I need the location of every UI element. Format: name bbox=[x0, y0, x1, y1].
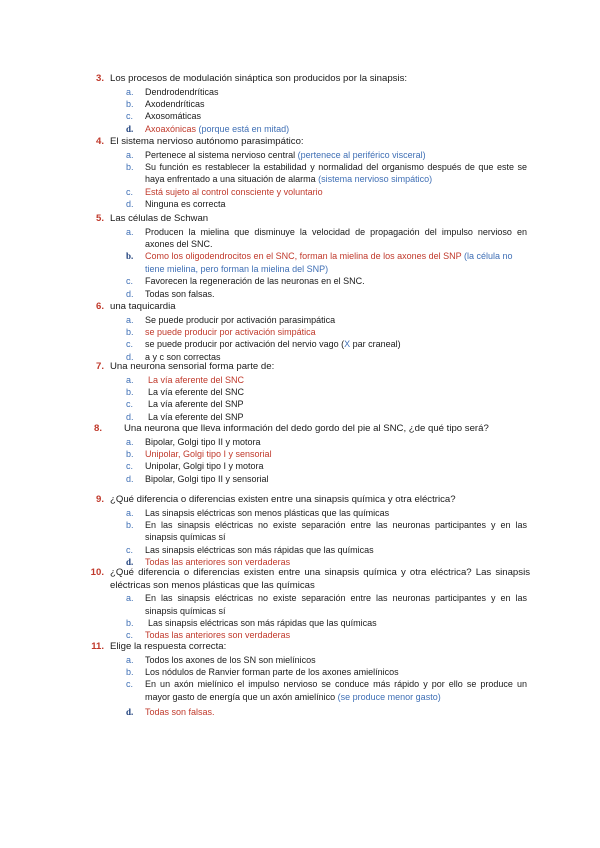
question-10 bbox=[0, 567, 600, 642]
option-a bbox=[0, 436, 600, 448]
option-a bbox=[0, 507, 600, 519]
option-text: Axosomáticas bbox=[145, 111, 202, 122]
option-text: La vía eferente del SNC bbox=[148, 387, 245, 397]
option-b bbox=[0, 386, 600, 398]
option-text: Dendrodendríticas bbox=[145, 86, 219, 97]
option-letter: d. bbox=[126, 411, 134, 422]
option-letter: d. bbox=[126, 473, 134, 484]
option-letter: a. bbox=[126, 436, 134, 447]
option-b bbox=[0, 666, 600, 678]
option-letter: c. bbox=[126, 276, 134, 287]
question-text: Las células de Schwan bbox=[110, 213, 209, 224]
option-text: Unipolar, Golgi tipo I y motora bbox=[145, 461, 264, 472]
option-text: Todas las anteriores son verdaderas bbox=[145, 630, 291, 641]
option-letter: d. bbox=[126, 199, 134, 210]
option-c bbox=[0, 460, 600, 472]
option-text: La vía aferente del SNC bbox=[148, 374, 245, 385]
question-number: 10. bbox=[90, 567, 104, 578]
question-8 bbox=[0, 423, 600, 485]
question-4 bbox=[0, 136, 600, 211]
option-letter: a. bbox=[126, 149, 134, 160]
option-text: Todas las anteriores son verdaderas bbox=[145, 557, 291, 568]
question-number: 5. bbox=[95, 213, 104, 224]
option-text: Ninguna es correcta bbox=[145, 199, 226, 210]
option-text: se puede producir por activación simpática bbox=[145, 327, 316, 337]
option-text: La vía eferente del SNP bbox=[148, 411, 244, 422]
question-number: 9. bbox=[95, 494, 104, 505]
question-5 bbox=[0, 213, 600, 300]
option-text: Producen la mielina que disminuye la velocidad de propagación del impulso nervioso en axones del SNC. bbox=[145, 226, 527, 249]
option-letter: a. bbox=[126, 314, 134, 325]
option-a bbox=[0, 592, 600, 617]
option-d bbox=[0, 411, 600, 423]
option-letter: a. bbox=[126, 507, 134, 518]
option-text: se puede producir por activación del nervio vago ( bbox=[145, 339, 345, 350]
option-letter: d. bbox=[126, 123, 134, 134]
option-letter: b. bbox=[126, 251, 134, 262]
question-number: 11. bbox=[91, 641, 104, 652]
option-letter: c. bbox=[126, 399, 134, 410]
question-9 bbox=[0, 494, 600, 569]
option-c bbox=[0, 398, 600, 410]
option-a bbox=[0, 654, 600, 666]
option-text: Favorecen la regeneración de las neuronas en el SNC. bbox=[145, 276, 365, 287]
option-b bbox=[0, 326, 600, 338]
option-letter: b. bbox=[126, 162, 134, 172]
option-text: En las sinapsis eléctricas no existe separación entre las neuronas participantes y en las sinapsis químicas sí bbox=[145, 593, 527, 616]
option-note: (sistema nervioso simpático) bbox=[318, 174, 433, 185]
option-letter: c. bbox=[126, 339, 134, 350]
question-3 bbox=[0, 73, 600, 135]
option-text: Todas son falsas. bbox=[145, 288, 215, 299]
option-b bbox=[0, 161, 600, 186]
option-letter: d. bbox=[126, 288, 134, 299]
option-letter: c. bbox=[126, 630, 134, 641]
option-b bbox=[0, 519, 600, 544]
option-a bbox=[0, 314, 600, 326]
option-text: Las sinapsis eléctricas son menos plásticas que las químicas bbox=[145, 507, 390, 518]
question-7 bbox=[0, 361, 600, 423]
option-letter: b. bbox=[126, 520, 134, 530]
question-text: Una neurona que lleva información del dedo gordo del pie al SNC, ¿de qué tipo será? bbox=[124, 423, 489, 434]
option-letter: b. bbox=[126, 618, 134, 628]
option-letter: c. bbox=[126, 679, 134, 690]
question-number: 6. bbox=[95, 301, 104, 312]
option-letter: a. bbox=[126, 374, 134, 385]
question-text: una taquicardia bbox=[110, 301, 176, 312]
question-text: Los procesos de modulación sináptica son producidos por la sinapsis: bbox=[110, 73, 408, 84]
option-c bbox=[0, 629, 600, 641]
option-d bbox=[0, 198, 600, 210]
option-letter: c. bbox=[126, 111, 134, 122]
option-d bbox=[0, 123, 600, 135]
option-letter: d. bbox=[126, 351, 134, 362]
option-letter: a. bbox=[126, 226, 134, 237]
option-letter: a. bbox=[126, 593, 134, 604]
option-letter: c. bbox=[126, 544, 134, 555]
option-text: Bipolar, Golgi tipo II y sensorial bbox=[145, 473, 269, 484]
option-b bbox=[0, 250, 600, 275]
option-text: Todos los axones de los SN son mielínicos bbox=[145, 654, 316, 665]
question-text: Una neurona sensorial forma parte de: bbox=[110, 361, 275, 372]
option-text: Bipolar, Golgi tipo II y motora bbox=[145, 436, 261, 447]
option-text: Axodendríticas bbox=[145, 99, 205, 109]
question-text: Elige la respuesta correcta: bbox=[110, 641, 227, 652]
question-number: 8. bbox=[93, 423, 102, 434]
option-a bbox=[0, 374, 600, 386]
option-letter: b. bbox=[126, 327, 134, 337]
option-note: (se produce menor gasto) bbox=[337, 691, 441, 702]
option-text: Axoaxónicas bbox=[145, 123, 197, 134]
option-text: Las sinapsis eléctricas son más rápidas que las químicas bbox=[148, 618, 377, 628]
option-letter: b. bbox=[126, 387, 134, 397]
option-letter: d. bbox=[126, 557, 134, 568]
option-note: (pertenece al periférico visceral) bbox=[297, 149, 426, 160]
option-text: Está sujeto al control consciente y voluntario bbox=[145, 186, 323, 197]
option-d bbox=[0, 706, 600, 718]
option-c bbox=[0, 275, 600, 287]
question-text: El sistema nervioso autónomo parasimpático: bbox=[110, 136, 304, 147]
option-text: Pertenece al sistema nervioso central bbox=[145, 149, 296, 160]
option-a bbox=[0, 149, 600, 161]
option-d bbox=[0, 473, 600, 485]
option-a bbox=[0, 226, 600, 251]
option-b bbox=[0, 448, 600, 460]
option-d bbox=[0, 288, 600, 300]
option-text: Se puede producir por activación parasimpática bbox=[145, 314, 336, 325]
question-number: 7. bbox=[95, 361, 104, 372]
option-text: Unipolar, Golgi tipo I y sensorial bbox=[145, 449, 272, 459]
option-a bbox=[0, 86, 600, 98]
option-text: Su función es restablecer la estabilidad y normalidad del organismo después de que este se haya enfrentado a una situación de alarma bbox=[145, 162, 527, 185]
option-c bbox=[0, 338, 600, 350]
question-number: 3. bbox=[95, 73, 104, 84]
option-text: Los nódulos de Ranvier forman parte de los axones amielínicos bbox=[145, 667, 399, 677]
option-note: (porque está en mitad) bbox=[198, 123, 290, 134]
option-c bbox=[0, 678, 600, 703]
option-text: Como los oligodendrocitos en el SNC, forman la mielina de los axones del SNP bbox=[145, 251, 462, 262]
question-text: ¿Qué diferencia o diferencias existen entre una sinapsis química y otra eléctrica? bbox=[110, 494, 456, 505]
option-text: Las sinapsis eléctricas son más rápidas que las químicas bbox=[145, 544, 374, 555]
option-letter: d. bbox=[126, 707, 134, 718]
option-c bbox=[0, 186, 600, 198]
option-letter: a. bbox=[126, 654, 134, 665]
option-letter: c. bbox=[126, 461, 134, 472]
option-letter: b. bbox=[126, 449, 134, 459]
option-b bbox=[0, 617, 600, 629]
option-c bbox=[0, 544, 600, 556]
option-text: Todas son falsas. bbox=[145, 707, 215, 718]
option-text: a y c son correctas bbox=[145, 351, 221, 362]
option-letter: b. bbox=[126, 99, 134, 109]
question-11 bbox=[0, 641, 600, 719]
option-note: (la célula no tiene mielina, pero forman la mielina del SNP) bbox=[145, 251, 513, 274]
question-number: 4. bbox=[95, 136, 104, 147]
option-letter: b. bbox=[126, 667, 134, 677]
option-text-suffix: par craneal) bbox=[350, 339, 401, 350]
option-text: La vía aferente del SNP bbox=[148, 399, 244, 410]
option-letter: c. bbox=[126, 186, 134, 197]
option-text: En un axón mielínico el impulso nervioso se conduce más rápido y por ello se produce un mayor gasto de energía que un axón amielínico bbox=[145, 679, 527, 702]
question-6 bbox=[0, 301, 600, 363]
option-b bbox=[0, 98, 600, 110]
option-note: X bbox=[344, 339, 351, 350]
option-c bbox=[0, 110, 600, 122]
option-text: En las sinapsis eléctricas no existe separación entre las neuronas participantes y en las sinapsis químicas sí bbox=[145, 520, 527, 543]
question-text: ¿Qué diferencia o diferencias existen entre una sinapsis química y otra eléctrica? Las sinapsis eléctricas son menos plásticas que las químicas bbox=[110, 567, 530, 591]
option-letter: a. bbox=[126, 86, 134, 97]
